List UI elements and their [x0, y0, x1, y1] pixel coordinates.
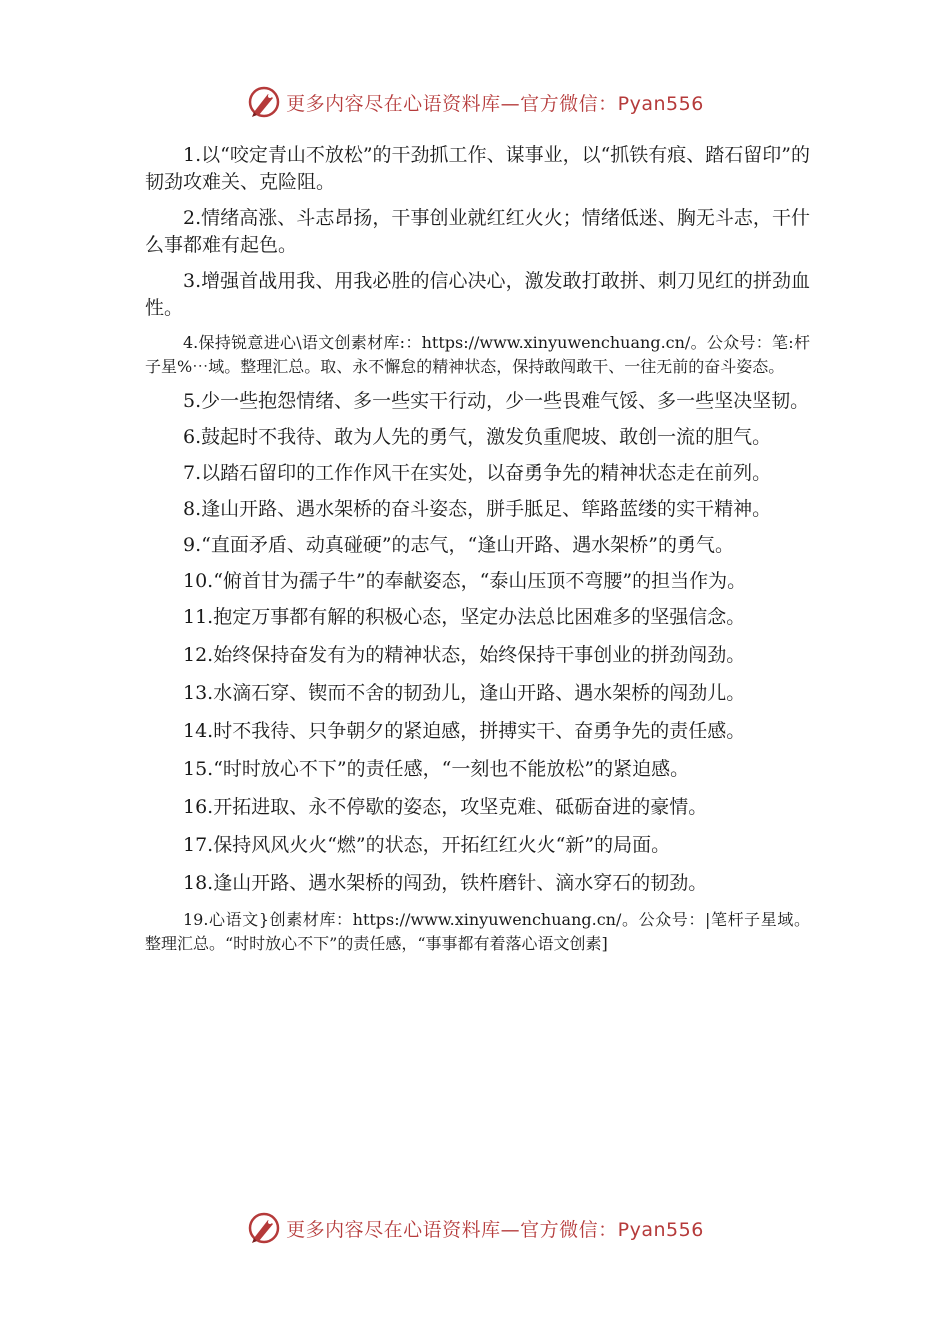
- paragraph-11: 11.抱定万事都有解的积极心态，坚定办法总比困难多的坚强信念。: [183, 606, 746, 628]
- paragraph-13: 13.水滴石穿、锲而不舍的韧劲儿，逢山开路、遇水架桥的闯劲儿。: [183, 682, 746, 704]
- paragraph-12: 12.始终保持奋发有为的精神状态，始终保持干事创业的拼劲闯劲。: [183, 644, 746, 666]
- paragraph-8: 8.逢山开路、遇水架桥的奋斗姿态，胼手胝足、筚路蓝缕的实干精神。: [183, 498, 772, 520]
- footer-banner: [0, 1208, 950, 1248]
- document-body: [145, 142, 810, 965]
- paragraph-18: 18.逢山开路、遇水架桥的闯劲，铁杵磨针、滴水穿石的韧劲。: [183, 872, 708, 894]
- paragraph-7: 7.以踏石留印的工作作风干在实处，以奋勇争先的精神状态走在前列。: [183, 462, 772, 484]
- paragraph-15: 15.“时时放心不下”的责任感，“一刻也不能放松”的紧迫感。: [183, 758, 690, 780]
- paragraph-1: 1.以“咬定青山不放松”的干劲抓工作、谋事业，以“抓铁有痕、踏石留印”的韧劲攻难关、克险阻。: [145, 144, 810, 193]
- pen-nib-logo-icon: [246, 1210, 282, 1246]
- paragraph-16: 16.开拓进取、永不停歇的姿态，攻坚克难、砥砺奋进的豪情。: [183, 796, 708, 818]
- paragraph-9: 9.“直面矛盾、动真碰硬”的志气，“逢山开路、遇水架桥”的勇气。: [183, 534, 734, 556]
- paragraph-4: 4.保持锐意进心\语文创素材库:：https://www.xinyuwenchuang.cn/。公众号：笔:杆子星%⋯域。整理汇总。取、永不懈怠的精神状态，保持敢闯敢干、一往无前的奋斗姿态。: [145, 333, 810, 376]
- paragraph-14: 14.时不我待、只争朝夕的紧迫感，拼搏实干、奋勇争先的责任感。: [183, 720, 746, 742]
- header-banner: [0, 82, 950, 122]
- paragraph-2: 2.情绪高涨、斗志昂扬，干事创业就红红火火；情绪低迷、胸无斗志，干什么事都难有起色。: [145, 207, 810, 256]
- pen-nib-logo-icon: [246, 84, 282, 120]
- banner-text: 更多内容尽在心语资料库—官方微信：Pyan556: [286, 92, 704, 115]
- paragraph-3: 3.增强首战用我、用我必胜的信心决心，激发敢打敢拼、刺刀见红的拼劲血性。: [145, 270, 810, 319]
- paragraph-17: 17.保持风风火火“燃”的状态，开拓红红火火“新”的局面。: [183, 834, 671, 856]
- paragraph-10: 10.“俯首甘为孺子牛”的奉献姿态，“泰山压顶不弯腰”的担当作为。: [183, 570, 747, 592]
- banner-text: 更多内容尽在心语资料库—官方微信：Pyan556: [286, 1218, 704, 1241]
- paragraph-5: 5.少一些抱怨情绪、多一些实干行动，少一些畏难气馁、多一些坚决坚韧。: [183, 390, 810, 412]
- paragraph-6: 6.鼓起时不我待、敢为人先的勇气，激发负重爬坡、敢创一流的胆气。: [183, 426, 772, 448]
- paragraph-19: 19.心语文}创素材库：https://www.xinyuwenchuang.cn/。公众号：|笔杆子星域。整理汇总。“时时放心不下”的责任感，“事事都有着落心语文创素]: [145, 910, 810, 953]
